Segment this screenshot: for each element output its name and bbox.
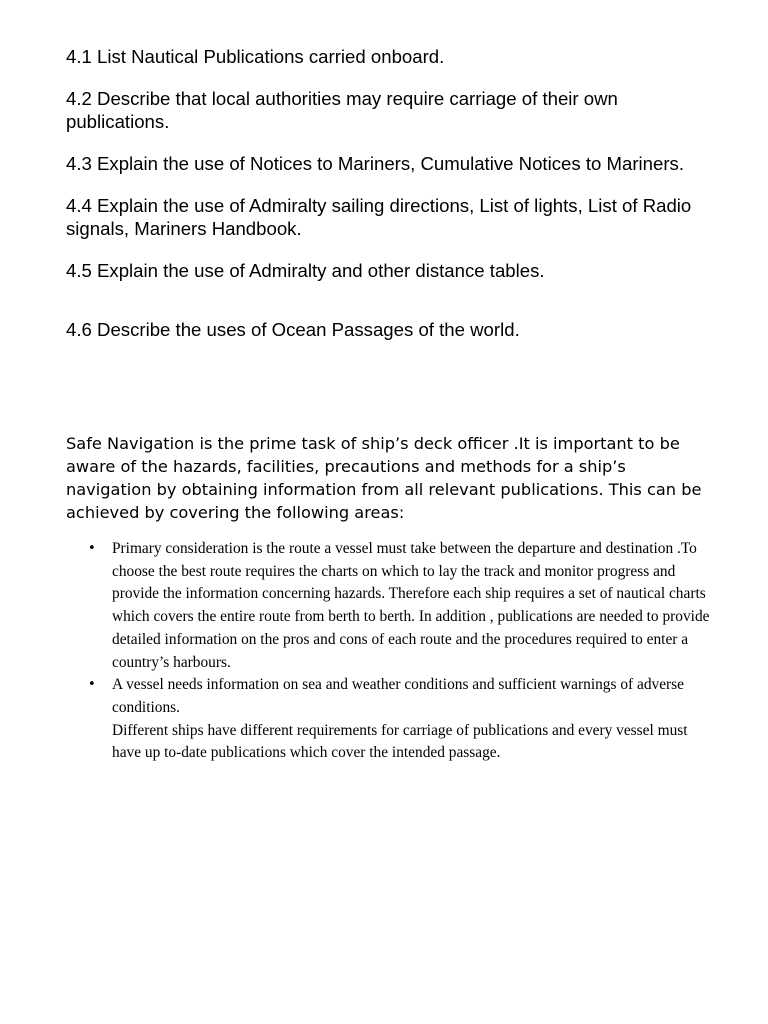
objective-4-6: 4.6 Describe the uses of Ocean Passages of the world. [66,319,520,340]
objective-4-3: 4.3 Explain the use of Notices to Mariners, Cumulative Notices to Mariners. [66,153,684,174]
bullet-item-weather [84,674,714,765]
learning-objectives [66,45,716,360]
objective-4-2: 4.2 Describe that local authorities may require carriage of their own publications. [66,88,618,132]
objective-4-1: 4.1 List Nautical Publications carried onboard. [66,46,445,67]
bullet-item-route [84,538,714,674]
bullet-text: A vessel needs information on sea and weather conditions and sufficient warnings of adverse conditions. [112,676,685,716]
intro-paragraph: Safe Navigation is the prime task of ship’s deck officer .It is important to be aware of the hazards, facilities, precautions and methods for a ship’s navigation by obtaining information from all relevant publications. This can be achieved by covering the following areas: [66,434,702,522]
bullet-continuation: Different ships have different requirements for carriage of publications and every vessel must have up to-date publications which cover the intended passage. [112,721,688,762]
bullet-icon: • [88,677,96,693]
objective-4-4: 4.4 Explain the use of Admiralty sailing directions, List of lights, List of Radio signals, Mariners Handbook. [66,195,692,239]
objective-4-5: 4.5 Explain the use of Admiralty and other distance tables. [66,260,545,281]
bullet-text: Primary consideration is the route a vessel must take between the departure and destination .To choose the best route requires the charts on which to lay the track and monitor progress and provide the information concerning hazards. Therefore each ship requires a set of nautical charts which covers the entire route from berth to berth. In addition , publications are needed to provide detailed information on the pros and cons of each route and the procedures required to enter a country’s harbours. [112,540,710,671]
bullet-icon: • [88,541,96,556]
bullet-list [84,538,714,765]
